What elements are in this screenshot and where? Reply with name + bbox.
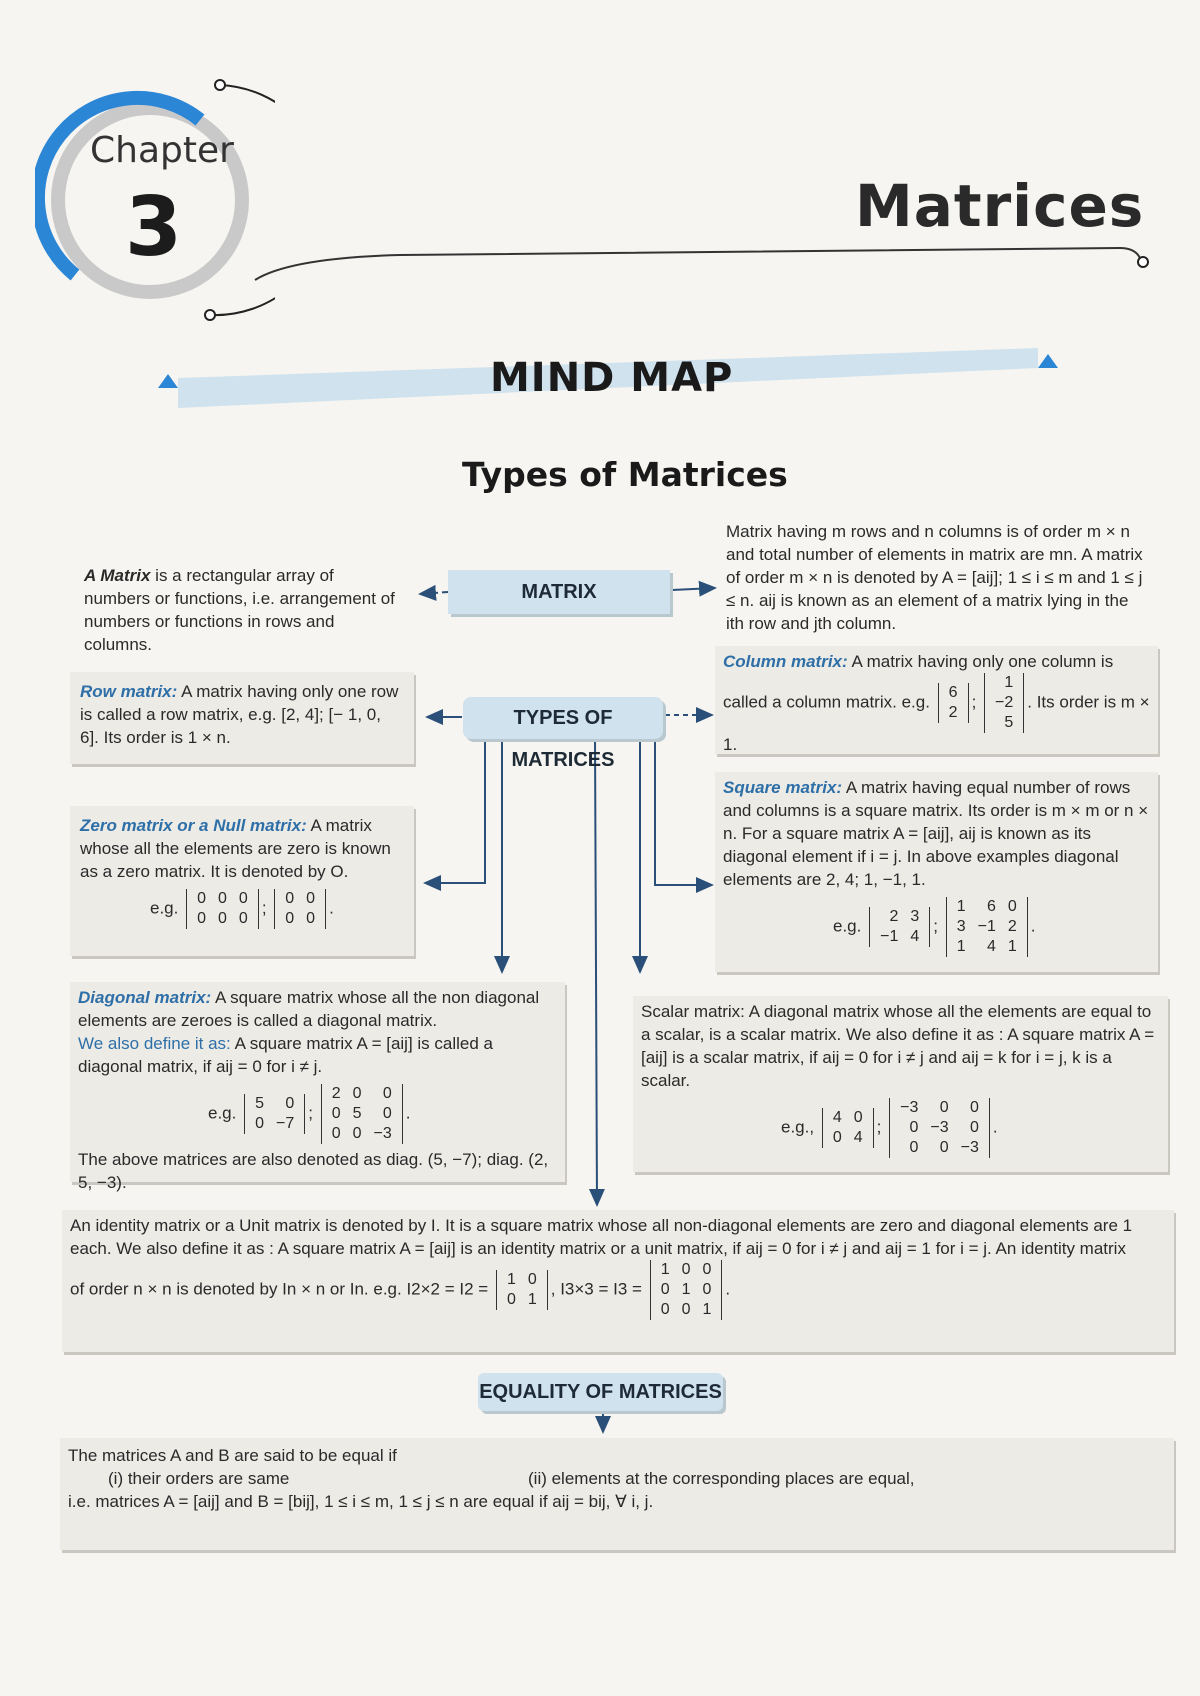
column-matrix-term: Column matrix: bbox=[723, 652, 848, 671]
identity-matrix-text: An identity matrix or a Unit matrix is denoted by I. It is a square matrix whose all non-diagonal elements are zero and diagonal elements are 1 each. We also define it as : A square matrix A = [aij] is an identity matrix or a unit matrix, if aij = 0 for i ≠ j and aij = 1 for i = j. An identity matrix bbox=[70, 1216, 1133, 1258]
equality-box bbox=[60, 1438, 1174, 1550]
matrix-cell: 0 bbox=[197, 890, 206, 907]
equality-condition-1: (i) their orders are same bbox=[108, 1469, 290, 1488]
zero-example-1 bbox=[186, 889, 259, 929]
matrix-cell: 0 bbox=[969, 1119, 979, 1136]
matrix-cell: 0 bbox=[238, 890, 248, 907]
column-matrix-text: A matrix having only one column is called a column matrix. e.g. bbox=[723, 652, 1114, 712]
matrix-cell: 1 bbox=[956, 898, 966, 915]
matrix-cell: 1 bbox=[527, 1291, 537, 1308]
mind-map-title: MIND MAP bbox=[490, 355, 734, 401]
matrix-cell: 3 bbox=[956, 918, 966, 935]
matrix-cell: 1 bbox=[1004, 674, 1014, 691]
zero-example-2 bbox=[274, 889, 326, 929]
identity-order-text: of order n × n is denoted by In × n or In. e.g. I2×2 = I2 = bbox=[70, 1279, 489, 1299]
matrix-cell: 0 bbox=[702, 1281, 712, 1298]
matrix-cell: 1 bbox=[702, 1301, 712, 1318]
matrix-cell: −7 bbox=[276, 1115, 295, 1132]
matrix-cell: −3 bbox=[960, 1139, 979, 1156]
matrix-cell: 0 bbox=[306, 910, 316, 927]
diagonal-note: The above matrices are also denoted as diag. (5, −7); diag. (2, 5, −3). bbox=[78, 1150, 549, 1192]
matrix-node: MATRIX bbox=[448, 570, 670, 614]
matrix-cell: 0 bbox=[939, 1099, 949, 1116]
matrix-definition-term: A Matrix bbox=[84, 566, 151, 585]
diagonal-also-label: We also define it as: bbox=[78, 1034, 231, 1053]
order-definition-box bbox=[718, 516, 1156, 638]
square-example-2 bbox=[946, 897, 1028, 957]
diagonal-matrix-text: A square matrix whose all the non diagonal elements are zeroes is called a diagonal matrix. bbox=[78, 988, 540, 1030]
matrix-definition-text: is a rectangular array of numbers or functions, i.e. arrangement of numbers or functions in rows and columns. bbox=[84, 566, 395, 654]
matrix-cell: 2 bbox=[331, 1085, 341, 1102]
matrix-cell: 0 bbox=[909, 1139, 919, 1156]
equality-condition-2: (ii) elements at the corresponding places are equal, bbox=[528, 1469, 915, 1488]
matrix-cell: −3 bbox=[930, 1119, 949, 1136]
row-matrix-text: A matrix having only one row is called a row matrix, e.g. [2, 4]; [− 1, 0, 6]. Its order is 1 × n. bbox=[80, 682, 399, 747]
square-eg-label: e.g. bbox=[833, 916, 862, 936]
scalar-example-2 bbox=[889, 1098, 990, 1158]
matrix-cell: 0 bbox=[285, 1095, 295, 1112]
square-matrix-text: A matrix having equal number of rows and columns is a square matrix. Its order is m × m or n × n. For a square matrix A = [aij], aij is known as its diagonal element if i = j. In above examples diagonal elements are 2, 4; 1, −1, 1. bbox=[723, 778, 1149, 889]
equality-of-matrices-node: EQUALITY OF MATRICES bbox=[478, 1373, 723, 1411]
matrix-cell: −1 bbox=[977, 918, 996, 935]
matrix-cell: 0 bbox=[939, 1139, 949, 1156]
chapter-number: 3 bbox=[125, 180, 183, 275]
matrix-cell: 5 bbox=[255, 1095, 264, 1112]
matrix-cell: 4 bbox=[910, 928, 920, 945]
matrix-cell: 4 bbox=[986, 938, 996, 955]
diagonal-eg-label: e.g. bbox=[208, 1103, 237, 1123]
zero-matrix-text: A matrix whose all the elements are zero is known as a zero matrix. It is denoted by O. bbox=[80, 816, 391, 881]
matrix-cell: 4 bbox=[832, 1109, 842, 1126]
matrix-cell: 2 bbox=[1007, 918, 1017, 935]
matrix-cell: 0 bbox=[352, 1085, 362, 1102]
matrix-cell: 4 bbox=[853, 1129, 863, 1146]
scalar-matrix-box: Scalar matrix: A diagonal matrix whose all the elements are equal to a scalar, is a scalar matrix. We also define it as : A square matrix A = [aij] is a scalar matrix, if aij = 0 for i ≠ j and aij = k for i = j, k is a scalar. e.g., 4 0 0 4 ; −3 0 0 0 −3 0 0 0 −3 . bbox=[633, 996, 1168, 1172]
identity-example-1 bbox=[496, 1270, 548, 1310]
matrix-cell: 0 bbox=[853, 1109, 863, 1126]
matrix-cell: 1 bbox=[956, 938, 966, 955]
equality-statement: i.e. matrices A = [aij] and B = [bij], 1 ≤ i ≤ m, 1 ≤ j ≤ n are equal if aij = bij, ∀ i, j. bbox=[68, 1492, 654, 1511]
section-title: Types of Matrices bbox=[462, 455, 788, 494]
square-matrix-term: Square matrix: bbox=[723, 778, 843, 797]
matrix-cell: 0 bbox=[306, 890, 316, 907]
zero-eg-label: e.g. bbox=[150, 898, 179, 918]
matrix-cell: 1 bbox=[681, 1281, 691, 1298]
matrix-cell: 2 bbox=[889, 908, 899, 925]
diagonal-also-text: A square matrix A = [aij] is called a diagonal matrix, if aij = 0 for i ≠ j. bbox=[78, 1034, 494, 1076]
equality-intro: The matrices A and B are said to be equal if bbox=[68, 1446, 397, 1465]
matrix-cell: 1 bbox=[660, 1261, 670, 1278]
diagonal-example-1 bbox=[244, 1094, 305, 1134]
scalar-example-1 bbox=[822, 1108, 874, 1148]
matrix-cell: 5 bbox=[1004, 714, 1014, 731]
matrix-cell: 0 bbox=[352, 1125, 362, 1142]
matrix-cell: 6 bbox=[948, 684, 958, 701]
matrix-cell: 0 bbox=[218, 890, 227, 907]
matrix-cell: 0 bbox=[660, 1301, 670, 1318]
matrix-cell: 1 bbox=[506, 1271, 516, 1288]
zero-matrix-box: Zero matrix or a Null matrix: A matrix whose all the elements are zero is known as a zero matrix. It is denoted by O. e.g. 0 0 0 0 0 0 ; 0 0 0 0 . bbox=[70, 806, 414, 956]
matrix-cell: 0 bbox=[1007, 898, 1017, 915]
matrix-cell: 0 bbox=[832, 1129, 842, 1146]
matrix-cell: 0 bbox=[197, 910, 206, 927]
zero-matrix-term: Zero matrix or a Null matrix: bbox=[80, 816, 307, 835]
matrix-definition-box bbox=[74, 556, 412, 654]
matrix-cell: 0 bbox=[527, 1271, 537, 1288]
diagonal-matrix-box: Diagonal matrix: A square matrix whose all the non diagonal elements are zeroes is called a diagonal matrix. We also define it as: A square matrix A = [aij] is called a diagonal matrix, if aij = 0 for i ≠ j. e.g. 5 0 0 −7 ; 2 0 0 0 5 0 0 0 −3 . The above matrices are also denoted as diag. (5, −7); diag. (2, 5, −3). bbox=[70, 982, 565, 1182]
matrix-cell: 2 bbox=[948, 704, 958, 721]
matrix-cell: 0 bbox=[331, 1125, 341, 1142]
matrix-cell: 0 bbox=[660, 1281, 670, 1298]
matrix-cell: 0 bbox=[238, 910, 248, 927]
matrix-cell: 0 bbox=[382, 1085, 392, 1102]
row-matrix-box bbox=[70, 672, 414, 764]
column-matrix-box: Column matrix: A matrix having only one column is called a column matrix. e.g. 6 2 ; 1 −2 5 . Its order is m × 1. bbox=[715, 646, 1158, 754]
matrix-cell: 0 bbox=[681, 1301, 691, 1318]
matrix-cell: 0 bbox=[969, 1099, 979, 1116]
matrix-cell: 0 bbox=[506, 1291, 516, 1308]
matrix-cell: 3 bbox=[910, 908, 920, 925]
column-example-1 bbox=[938, 683, 969, 723]
diagonal-matrix-term: Diagonal matrix: bbox=[78, 988, 212, 1007]
matrix-cell: 6 bbox=[986, 898, 996, 915]
matrix-cell: 5 bbox=[352, 1105, 362, 1122]
row-matrix-term: Row matrix: bbox=[80, 682, 178, 701]
column-example-2 bbox=[984, 673, 1024, 733]
identity-matrix-box: An identity matrix or a Unit matrix is denoted by I. It is a square matrix whose all non-diagonal elements are zero and diagonal elements are 1 each. We also define it as : A square matrix A = [aij] is an identity matrix or a unit matrix, if aij = 0 for i ≠ j and aij = 1 for i = j. An identity matrix of order n × n is denoted by In × n or In. e.g. I2×2 = I2 = 1 0 0 1 , I3×3 = I3 = 1 0 0 0 1 0 0 0 1 . bbox=[62, 1210, 1174, 1352]
chapter-label: Chapter bbox=[90, 130, 234, 171]
matrix-cell: −2 bbox=[995, 694, 1014, 711]
scalar-matrix-text: Scalar matrix: A diagonal matrix whose all the elements are equal to a scalar, is a scalar matrix. We also define it as : A square matrix A = [aij] is a scalar matrix, if aij = 0 for i ≠ j and aij = k for i = j, k is a scalar. bbox=[641, 1002, 1155, 1090]
matrix-cell: 0 bbox=[702, 1261, 712, 1278]
square-example-1 bbox=[869, 907, 930, 947]
matrix-cell: −3 bbox=[900, 1099, 919, 1116]
matrix-cell: 0 bbox=[285, 890, 295, 907]
scalar-eg-label: e.g., bbox=[781, 1117, 815, 1137]
matrix-cell: 1 bbox=[1007, 938, 1017, 955]
matrix-cell: 0 bbox=[382, 1105, 392, 1122]
matrix-cell: 0 bbox=[331, 1105, 341, 1122]
types-of-matrices-node: TYPES OF MATRICES bbox=[463, 697, 663, 739]
matrix-cell: −1 bbox=[880, 928, 899, 945]
diagonal-example-2 bbox=[321, 1084, 403, 1144]
matrix-cell: 0 bbox=[681, 1261, 691, 1278]
chapter-title: Matrices bbox=[855, 172, 1145, 240]
matrix-cell: 0 bbox=[285, 910, 295, 927]
matrix-cell: 0 bbox=[255, 1115, 264, 1132]
order-definition-text: Matrix having m rows and n columns is of order m × n and total number of elements in matrix are mn. A matrix of order m × n is denoted by A = [aij]; 1 ≤ i ≤ m and 1 ≤ j ≤ n. aij is known as an element of a matrix lying in the ith row and jth column. bbox=[726, 522, 1143, 633]
matrix-cell: 0 bbox=[909, 1119, 919, 1136]
square-matrix-box: Square matrix: A matrix having equal number of rows and columns is a square matrix. Its order is m × m or n × n. For a square matrix A = [aij], aij is known as its diagonal element if i = j. In above examples diagonal elements are 2, 4; 1, −1, 1. e.g. 2 3 −1 4 ; 1 6 0 3 −1 2 1 4 1 . bbox=[715, 772, 1158, 972]
column-matrix-order: . Its order is m × 1. bbox=[723, 692, 1150, 754]
matrix-cell: −3 bbox=[373, 1125, 392, 1142]
identity-example-2 bbox=[650, 1260, 723, 1320]
matrix-cell: 0 bbox=[218, 910, 227, 927]
identity-order-text-b: , I3×3 = I3 = bbox=[550, 1279, 642, 1299]
